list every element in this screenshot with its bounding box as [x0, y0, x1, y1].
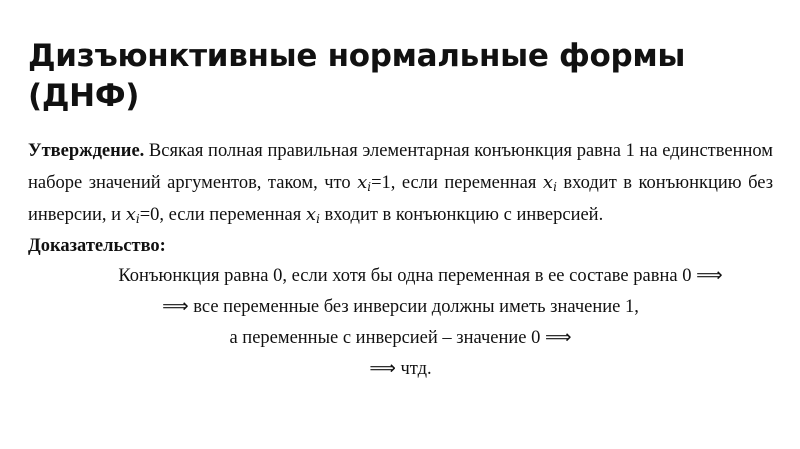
variable-base: x [125, 204, 136, 225]
proof-line-2: ⟹ все переменные без инверсии должны иметь значение 1, [162, 297, 639, 317]
variable-xi [126, 204, 140, 225]
proof-line-1: Конъюнкция равна 0, если хотя бы одна переменная в ее составе равна 0 ⟹ [118, 266, 723, 286]
statement-paragraph [28, 136, 773, 231]
variable-base: x [357, 172, 368, 193]
statement-text-4: =0, если переменная [139, 205, 306, 225]
variable-xi [543, 172, 557, 193]
slide-body [28, 136, 773, 385]
statement-text-3: входит в конъюнкцию без инверсии, и [28, 173, 773, 225]
variable-base: x [305, 204, 317, 225]
statement-text-2: =1, если переменная [371, 173, 543, 193]
statement-label: Утверждение. [28, 141, 145, 161]
statement-text-5: входит в конъюнкцию с инверсией. [319, 205, 604, 225]
statement-text-1: Всякая полная правильная элементарная конъюнкция равна 1 на единственном наборе значений аргументов, таком, что [28, 141, 773, 193]
variable-subscript: i [367, 180, 372, 194]
variable-subscript: i [553, 180, 557, 194]
slide-title: Дизъюнктивные нормальные формы (ДНФ) [28, 38, 686, 114]
variable-xi [357, 172, 371, 193]
proof-heading: Доказательство: [28, 236, 166, 256]
variable-base: x [542, 172, 554, 193]
proof-line-4: ⟹ чтд. [369, 359, 432, 379]
variable-xi [306, 204, 320, 225]
variable-subscript: i [135, 212, 140, 226]
variable-subscript: i [316, 212, 320, 226]
proof-line-3: а переменные с инверсией – значение 0 ⟹ [229, 328, 572, 348]
